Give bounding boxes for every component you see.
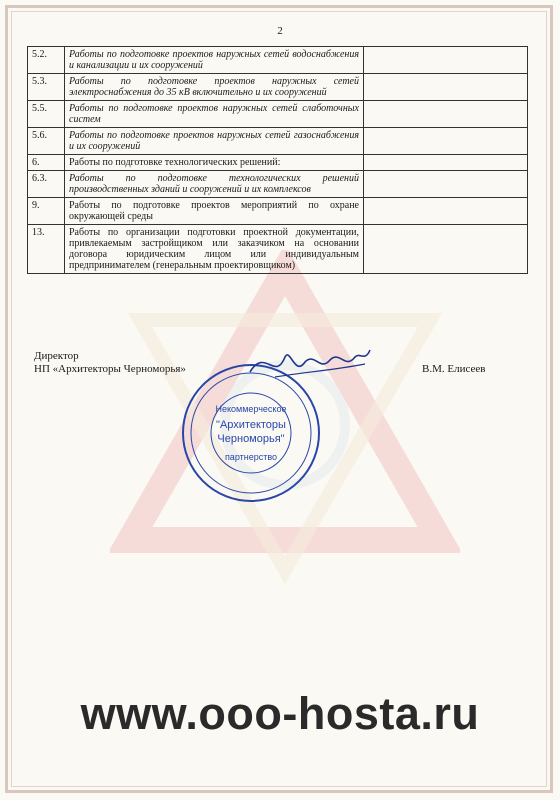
row-empty-cell <box>364 171 528 198</box>
row-description: Работы по подготовке проектов наружных сетей слаботочных систем <box>65 101 364 128</box>
table-row <box>28 101 528 128</box>
row-description: Работы по подготовке проектов мероприятий по охране окружающей среды <box>65 198 364 225</box>
row-empty-cell <box>364 47 528 74</box>
works-table <box>27 46 528 274</box>
row-number: 6.3. <box>28 171 65 198</box>
table-row <box>28 47 528 74</box>
table-row <box>28 128 528 155</box>
stamp-line-2: "Архитекторы <box>216 419 286 431</box>
row-empty-cell <box>364 74 528 101</box>
table-row <box>28 74 528 101</box>
row-number: 9. <box>28 198 65 225</box>
page-number: 2 <box>277 25 283 37</box>
row-number: 5.5. <box>28 101 65 128</box>
handwritten-signature <box>245 342 375 387</box>
row-description: Работы по подготовке проектов наружных сетей газоснабжения и их сооружений <box>65 128 364 155</box>
table-row <box>28 171 528 198</box>
row-number: 5.3. <box>28 74 65 101</box>
row-empty-cell <box>364 225 528 274</box>
row-number: 5.6. <box>28 128 65 155</box>
signer-name: В.М. Елисеев <box>422 363 486 375</box>
stamp-line-4: партнерство <box>224 452 278 462</box>
table-row <box>28 198 528 225</box>
row-description: Работы по подготовке проектов наружных сетей электроснабжения до 35 кВ включительно и их сооружений <box>65 74 364 101</box>
row-description: Работы по подготовке технологических решений производственных зданий и сооружений и их комплексов <box>65 171 364 198</box>
table-row <box>28 225 528 274</box>
row-empty-cell <box>364 155 528 171</box>
stamp-line-1: Некоммерческое <box>215 404 287 414</box>
website-watermark: www.ooo-hosta.ru <box>80 688 480 739</box>
row-empty-cell <box>364 198 528 225</box>
row-empty-cell <box>364 128 528 155</box>
row-number: 6. <box>28 155 65 171</box>
row-description: Работы по подготовке проектов наружных сетей водоснабжения и канализации и их сооружений <box>65 47 364 74</box>
stamp-line-3: Черноморья" <box>217 433 285 445</box>
row-number: 13. <box>28 225 65 274</box>
row-number: 5.2. <box>28 47 65 74</box>
row-description: Работы по организации подготовки проектной документации, привлекаемым застройщиком или заказчиком на основании договора юридическим лицом или индивидуальным предпринимателем (генеральным проектировщиком) <box>65 225 364 274</box>
row-empty-cell <box>364 101 528 128</box>
table-row <box>28 155 528 171</box>
organization-name: НП «Архитекторы Черноморья» <box>34 363 186 375</box>
row-description: Работы по подготовке технологических решений: <box>65 155 364 171</box>
director-title: Директор <box>34 350 79 362</box>
